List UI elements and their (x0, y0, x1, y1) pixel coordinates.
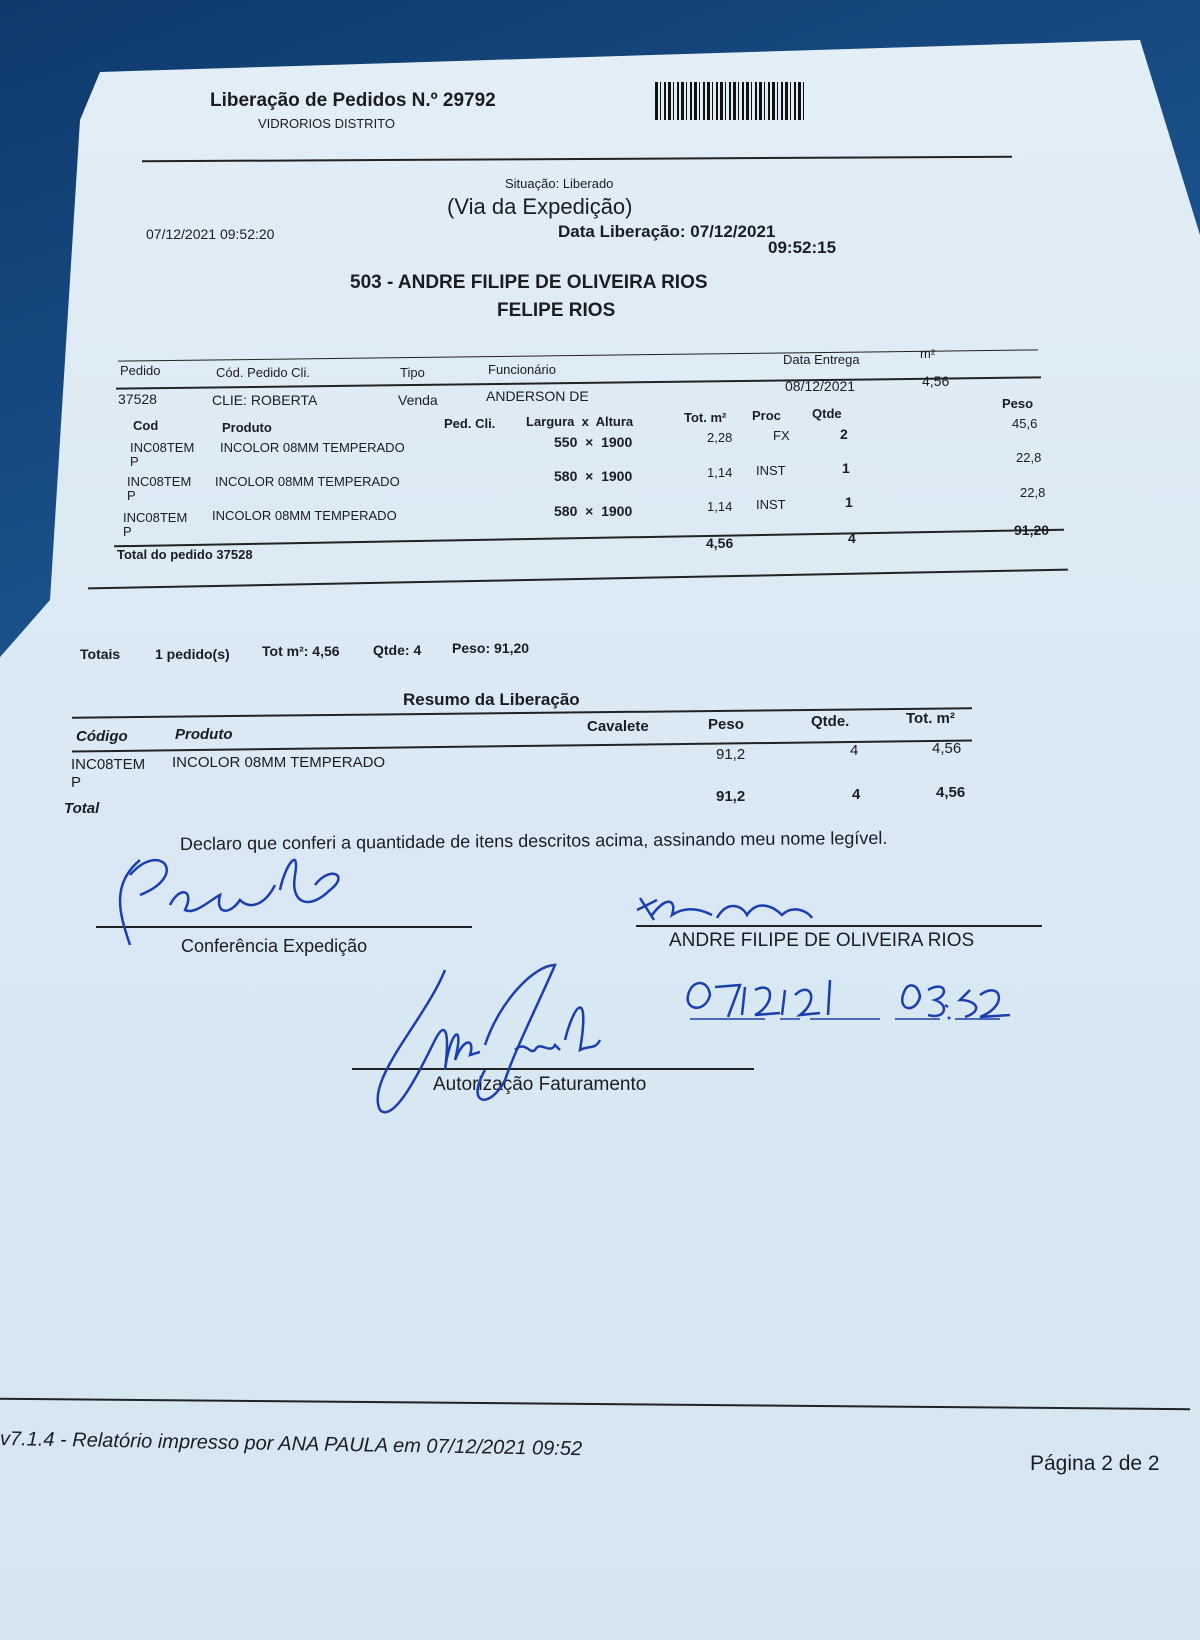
handwritten-signature-cliente (632, 890, 832, 935)
handwritten-signature-autorizacao (355, 960, 635, 1130)
summary-row-peso: 91,2 (716, 746, 746, 763)
item-2-dimensions: 580 × 1900 (554, 468, 633, 484)
totals-label: Totais (80, 646, 121, 662)
item-1-proc: FX (773, 428, 790, 443)
status-text: Situação: Liberado (505, 176, 614, 191)
item-3-cod: INC08TEM (123, 510, 188, 525)
summary-row-qtde: 4 (850, 742, 859, 759)
totals-m2: Tot m²: 4,56 (262, 643, 340, 659)
items-col-dimensions: Largura x Altura (526, 414, 634, 429)
items-col-tot-m2: Tot. m² (684, 410, 727, 425)
signature-label-autorizacao: Autorização Faturamento (433, 1074, 647, 1095)
item-1-peso: 45,6 (1012, 416, 1038, 431)
summary-row-codigo: INC08TEM (71, 756, 146, 773)
items-col-peso: Peso (1002, 396, 1034, 411)
items-col-qtde: Qtde (812, 406, 842, 421)
client-name: 503 - ANDRE FILIPE DE OLIVEIRA RIOS (350, 272, 708, 293)
item-3-qtde: 1 (845, 494, 853, 510)
summary-row-tot-m2: 4,56 (932, 740, 962, 757)
summary-col-codigo: Código (76, 728, 128, 745)
item-1-cod: INC08TEM (130, 440, 195, 455)
signature-label-conferencia: Conferência Expedição (181, 936, 368, 956)
summary-col-cavalete: Cavalete (587, 718, 649, 735)
order-total-peso: 91,20 (1014, 522, 1050, 538)
item-1-dimensions: 550 × 1900 (554, 434, 633, 450)
declaration-text: Declaro que conferi a quantidade de itens descritos acima, assinando meu nome legível. (179, 827, 888, 854)
footer-printed-by: v7.1.4 - Relatório impresso por ANA PAULA em 07/12/2021 09:52 (0, 1428, 583, 1461)
col-data-entrega: Data Entrega (783, 352, 860, 367)
item-3-cod-suffix: P (123, 524, 132, 539)
col-m2: m² (920, 346, 936, 361)
totals-orders: 1 pedido(s) (155, 646, 230, 662)
item-2-cod: INC08TEM (127, 474, 192, 489)
item-3-produto: INCOLOR 08MM TEMPERADO (212, 508, 397, 523)
handwritten-signature-conferencia (100, 845, 380, 955)
order-employee: ANDERSON DE (486, 388, 589, 404)
handwritten-date (680, 975, 1050, 1030)
item-2-qtde: 1 (842, 460, 850, 476)
col-pedido: Pedido (120, 363, 161, 378)
summary-col-qtde: Qtde. (811, 713, 850, 730)
release-date: Data Liberação: 07/12/2021 (558, 222, 776, 241)
page-number: Página 2 de 2 (1030, 1452, 1160, 1475)
item-3-dimensions: 580 × 1900 (554, 503, 633, 519)
signature-label-cliente: ANDRE FILIPE DE OLIVEIRA RIOS (669, 930, 975, 951)
print-datetime: 07/12/2021 09:52:20 (146, 226, 275, 242)
summary-total-peso: 91,2 (716, 788, 746, 805)
item-2-proc: INST (756, 463, 786, 478)
order-type: Venda (398, 392, 438, 408)
item-3-peso: 22,8 (1020, 485, 1046, 500)
totals-qtde: Qtde: 4 (373, 642, 422, 658)
col-cod-pedido-cli: Cód. Pedido Cli. (216, 365, 310, 380)
item-1-cod-suffix: P (130, 454, 139, 469)
items-col-produto: Produto (222, 420, 272, 435)
items-col-ped-cli: Ped. Cli. (444, 416, 496, 431)
order-m2: 4,56 (922, 373, 950, 389)
summary-col-peso: Peso (708, 716, 744, 733)
summary-total-tot-m2: 4,56 (936, 784, 966, 801)
totals-peso: Peso: 91,20 (452, 640, 530, 656)
order-number: 37528 (118, 391, 157, 407)
item-1-qtde: 2 (840, 426, 848, 442)
summary-row-produto: INCOLOR 08MM TEMPERADO (172, 754, 386, 771)
copy-type: (Via da Expedição) (447, 194, 633, 219)
item-2-produto: INCOLOR 08MM TEMPERADO (215, 474, 400, 489)
document-title: Liberação de Pedidos N.º 29792 (210, 90, 496, 111)
col-tipo: Tipo (400, 365, 425, 380)
items-col-proc: Proc (752, 408, 781, 423)
col-funcionario: Funcionário (488, 362, 556, 377)
order-total-qtde: 4 (848, 530, 856, 546)
order-client-code: CLIE: ROBERTA (212, 392, 318, 408)
item-2-tot-m2: 1,14 (707, 465, 733, 480)
item-3-tot-m2: 1,14 (707, 499, 733, 514)
item-1-tot-m2: 2,28 (707, 430, 733, 445)
summary-total-qtde: 4 (852, 786, 861, 803)
release-time: 09:52:15 (768, 238, 837, 257)
order-delivery-date: 08/12/2021 (785, 378, 856, 394)
client-nickname: FELIPE RIOS (497, 300, 616, 321)
summary-col-produto: Produto (175, 726, 233, 743)
summary-row-codigo-suffix: P (71, 774, 82, 791)
summary-title: Resumo da Liberação (403, 690, 580, 709)
item-2-peso: 22,8 (1016, 450, 1042, 465)
summary-total-label: Total (64, 800, 100, 817)
item-3-proc: INST (756, 497, 786, 512)
item-1-produto: INCOLOR 08MM TEMPERADO (220, 440, 405, 455)
items-col-cod: Cod (133, 418, 159, 433)
order-total-m2: 4,56 (706, 535, 734, 551)
barcode (655, 82, 805, 120)
summary-col-tot-m2: Tot. m² (906, 710, 955, 727)
item-2-cod-suffix: P (127, 488, 136, 503)
company-name: VIDRORIOS DISTRITO (258, 116, 395, 131)
order-total-label: Total do pedido 37528 (117, 547, 253, 562)
